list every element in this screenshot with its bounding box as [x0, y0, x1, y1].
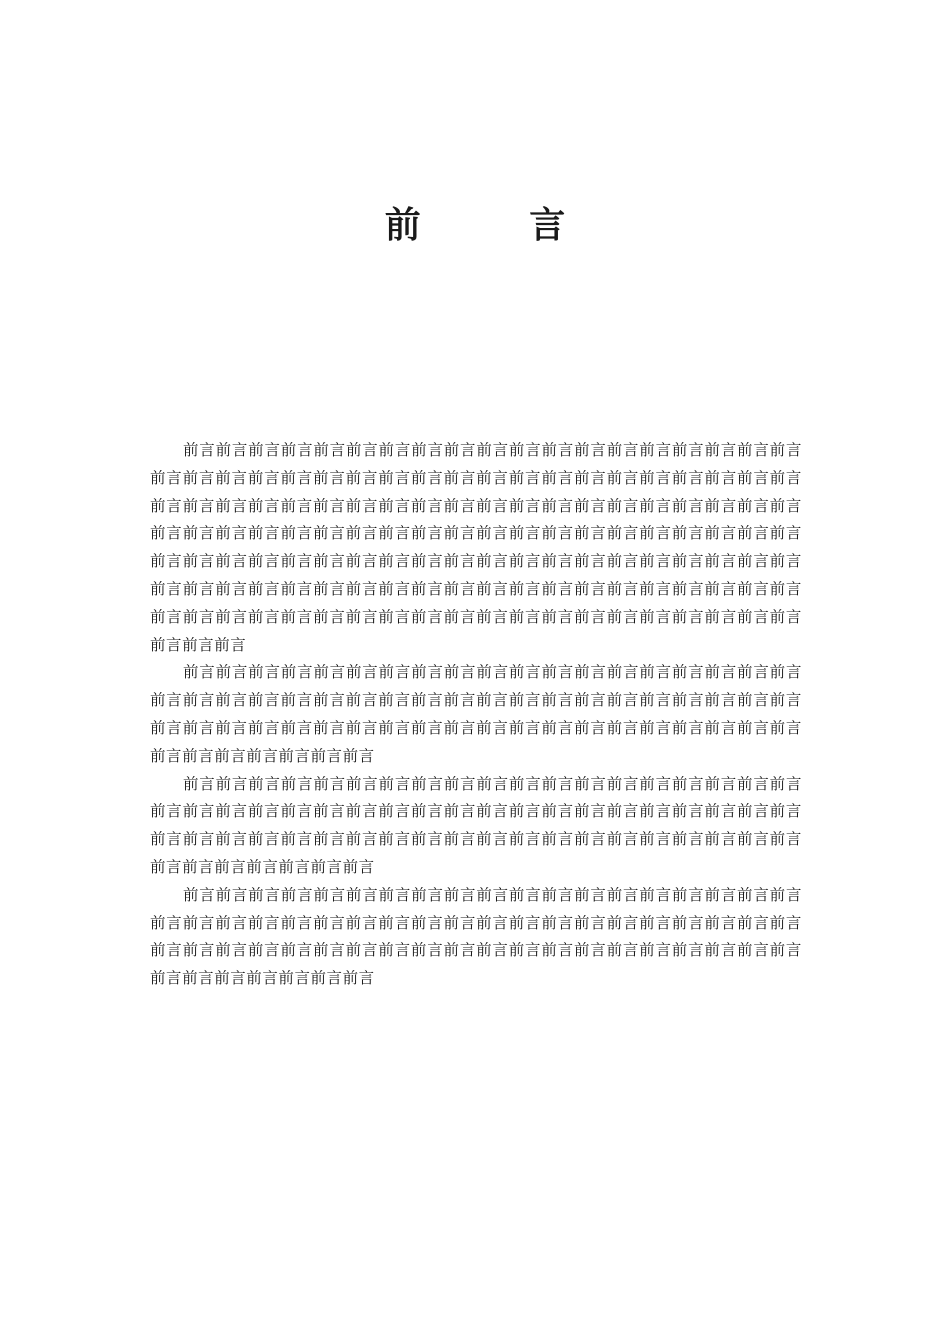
- page-title: 前 言: [384, 204, 614, 246]
- paragraph-2: 前言前言前言前言前言前言前言前言前言前言前言前言前言前言前言前言前言前言前言前言前言前言前言前言前言前言前言前言前言前言前言前言前言前言前言前言前言前言前言前言前言前言前言前言前言前言前言前言前言前言前言前言前言前言前言前言前言前言前言前言前言前言前言前言前言前言: [150, 663, 802, 765]
- paragraph-1: 前言前言前言前言前言前言前言前言前言前言前言前言前言前言前言前言前言前言前言前言前言前言前言前言前言前言前言前言前言前言前言前言前言前言前言前言前言前言前言前言前言前言前言前言前言前言前言前言前言前言前言前言前言前言前言前言前言前言前言前言前言前言前言前言前言前言前言前言前言前言前言前言前言前言前言前言前言前言前言前言前言前言前言前言前言前言前言前言前言前言前言前言前言前言前言前言前言前言前言前言前言前言前言前言前言前言前言前言前言前言前言前言前言前言前言前言前言前言前言前言前言前言前言前言前言前言前言前言前言前言前言前言前言前言前言前言前言前言前言前言前言前言: [150, 441, 802, 654]
- paragraph-3: 前言前言前言前言前言前言前言前言前言前言前言前言前言前言前言前言前言前言前言前言前言前言前言前言前言前言前言前言前言前言前言前言前言前言前言前言前言前言前言前言前言前言前言前言前言前言前言前言前言前言前言前言前言前言前言前言前言前言前言前言前言前言前言前言前言前言: [150, 774, 802, 876]
- body-text: [150, 437, 802, 993]
- paragraph-4: 前言前言前言前言前言前言前言前言前言前言前言前言前言前言前言前言前言前言前言前言前言前言前言前言前言前言前言前言前言前言前言前言前言前言前言前言前言前言前言前言前言前言前言前言前言前言前言前言前言前言前言前言前言前言前言前言前言前言前言前言前言前言前言前言前言前言: [150, 885, 802, 988]
